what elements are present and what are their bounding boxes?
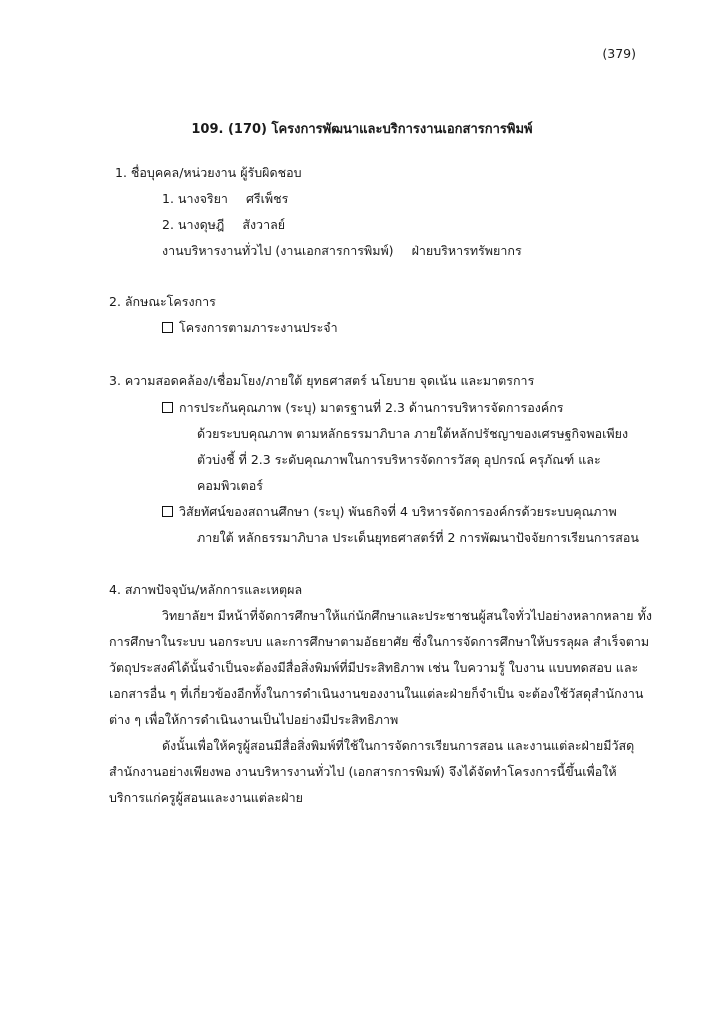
alignment-item-2 xyxy=(162,503,617,521)
p1-line3: วัตถุประสงค์ได้นั้นจำเป็นจะต้องมีสื่อสิ่งพิมพ์ที่มีประสิทธิภาพ เช่น ใบความรู้ ใบงาน แบบทดสอบ และ xyxy=(109,660,639,675)
p1-line5: ต่าง ๆ เพื่อให้การดำเนินงานเป็นไปอย่างมีประสิทธิภาพ xyxy=(109,712,399,727)
p2-line1: ดังนั้นเพื่อให้ครูผู้สอนมีสื่อสิ่งพิมพ์ที่ใช้ในการจัดการเรียนการสอน และงานแต่ละฝ่ายมีวัสดุ xyxy=(162,738,635,753)
person1-name: 1. นางจริยา xyxy=(162,191,228,206)
item1-line3: ตัวบ่งชี้ ที่ 2.3 ระดับคุณภาพในการบริหารจัดการวัสดุ อุปกรณ์ ครุภัณฑ์ และ xyxy=(197,452,601,467)
section3-heading: 3. ความสอดคล้อง/เชื่อมโยง/ภายใต้ ยุทธศาสตร์ นโยบาย จุดเน้น และมาตรการ xyxy=(109,373,535,388)
project-type-label: โครงการตามภาระงานประจำ xyxy=(179,320,338,335)
department-name: ฝ่ายบริหารทรัพยากร xyxy=(411,243,522,258)
responsible-person-2 xyxy=(162,216,285,234)
p1-line1: วิทยาลัยฯ มีหน้าที่จัดการศึกษาให้แก่นักศึกษาและประชาชนผู้สนใจทั่วไปอย่างหลากหลาย ทั้ง xyxy=(162,608,652,623)
checkbox-icon xyxy=(162,402,173,413)
p1-line2: การศึกษาในระบบ นอกระบบ และการศึกษาตามอัธยาศัย ซึ่งในการจัดการศึกษาให้บรรลุผล สำเร็จตาม xyxy=(109,634,650,649)
person1-surname: ศรีเพ็ชร xyxy=(245,191,289,206)
p2-line3: บริการแก่ครูผู้สอนและงานแต่ละฝ่าย xyxy=(109,790,303,805)
p1-line4: เอกสารอื่น ๆ ที่เกี่ยวข้องอีกทั้งในการดำเนินงานของงานในแต่ละฝ่ายก็จำเป็น จะต้องใช้วัสดุสำนักงาน xyxy=(109,686,644,701)
item1-line2: ด้วยระบบคุณภาพ ตามหลักธรรมาภิบาล ภายใต้หลักปรัชญาของเศรษฐกิจพอเพียง xyxy=(197,426,629,441)
section2-heading: 2. ลักษณะโครงการ xyxy=(109,294,216,309)
unit-name: งานบริหารงานทั่วไป (งานเอกสารการพิมพ์) xyxy=(162,243,394,258)
section1-heading: 1. ชื่อบุคคล/หน่วยงาน ผู้รับผิดชอบ xyxy=(115,165,302,180)
document-title: 109. (170) โครงการพัฒนาและบริการงานเอกสารการพิมพ์ xyxy=(191,122,533,137)
p2-line2: สำนักงานอย่างเพียงพอ งานบริหารงานทั่วไป (เอกสารการพิมพ์) จึงได้จัดทำโครงการนี้ขึ้นเพื่อให้ xyxy=(109,764,617,779)
item1-line1: การประกันคุณภาพ (ระบุ) มาตรฐานที่ 2.3 ด้านการบริหารจัดการองค์กร xyxy=(179,400,564,415)
page-number: (379) xyxy=(602,46,636,61)
checkbox-icon xyxy=(162,322,173,333)
item2-line1: วิสัยทัศน์ของสถานศึกษา (ระบุ) พันธกิจที่ 4 บริหารจัดการองค์กรด้วยระบบคุณภาพ xyxy=(179,504,617,519)
person2-name: 2. นางดุษฎี xyxy=(162,217,225,232)
responsible-person-1 xyxy=(162,190,288,208)
project-type-option xyxy=(162,319,338,337)
section4-heading: 4. สภาพปัจจุบัน/หลักการและเหตุผล xyxy=(109,582,303,597)
item2-line2: ภายใต้ หลักธรรมาภิบาล ประเด็นยุทธศาสตร์ที่ 2 การพัฒนาปัจจัยการเรียนการสอน xyxy=(197,530,639,545)
checkbox-icon xyxy=(162,506,173,517)
person2-surname: สังวาลย์ xyxy=(242,217,286,232)
item1-line4: คอมพิวเตอร์ xyxy=(197,478,263,493)
alignment-item-1 xyxy=(162,399,564,417)
responsible-unit xyxy=(162,242,522,260)
